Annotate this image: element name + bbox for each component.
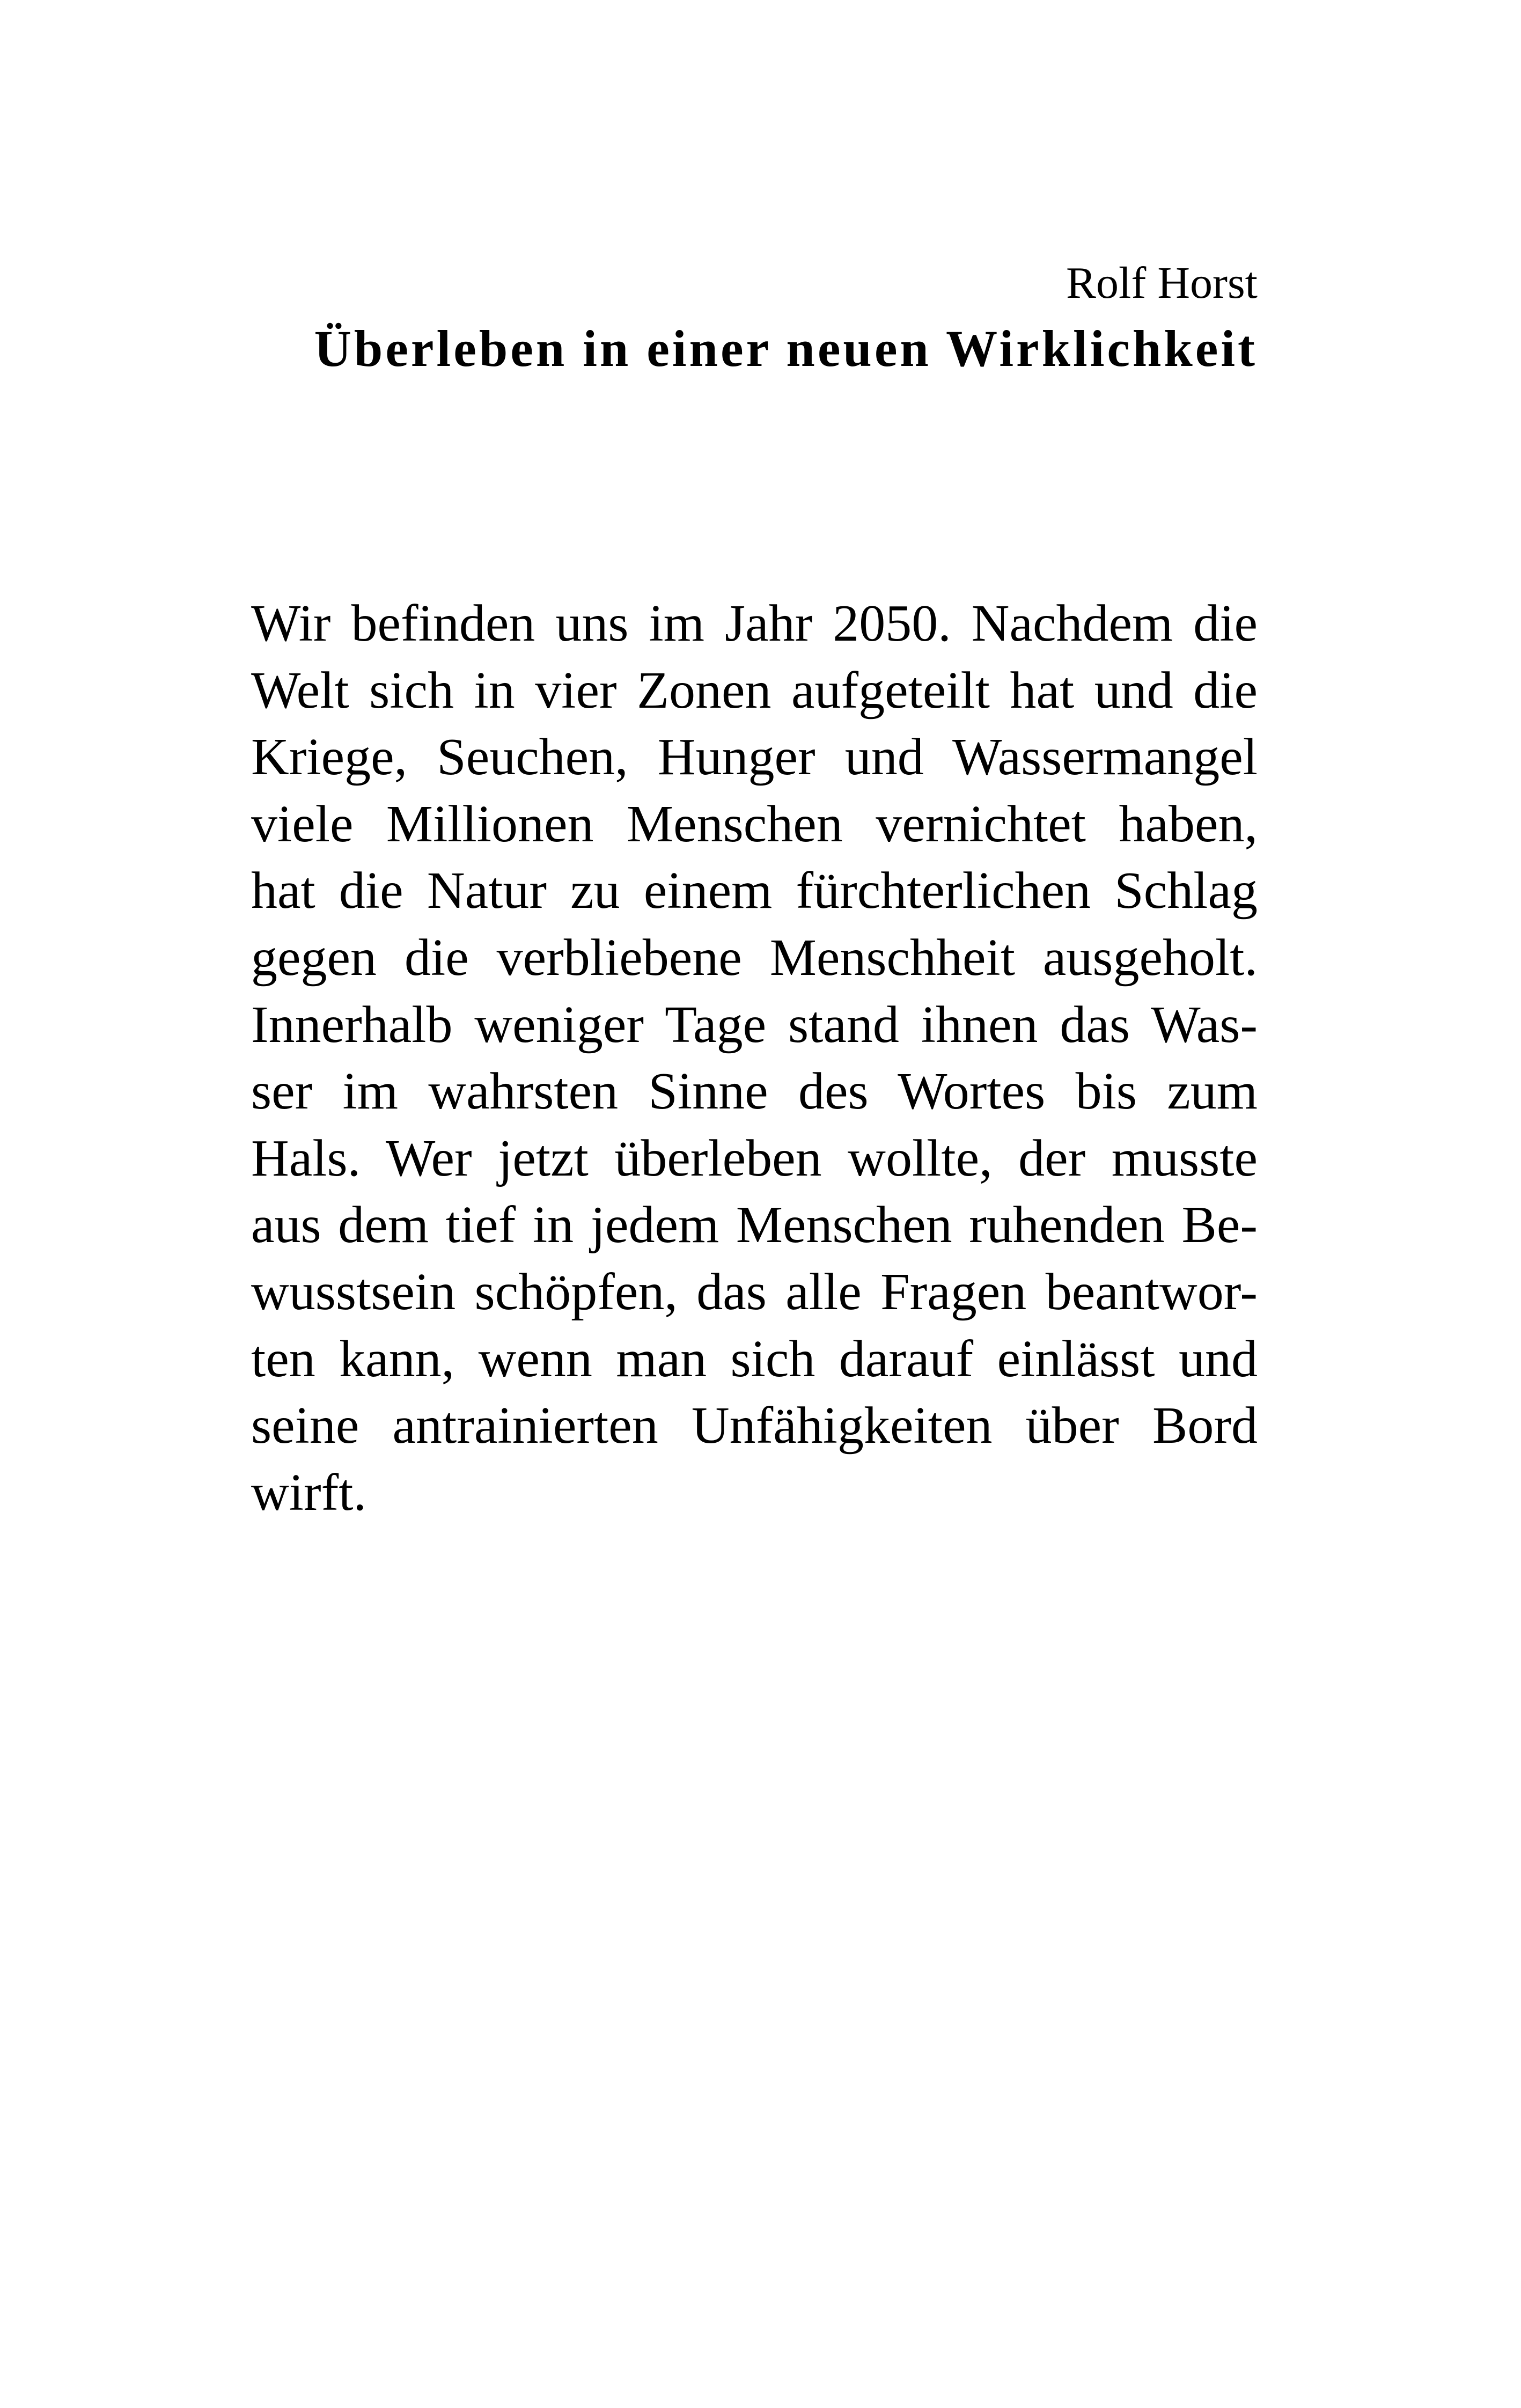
blurb-line: Innerhalb weniger Tage stand ihnen das Was- xyxy=(251,995,1258,1054)
blurb-line: seine antrainierten Unfähigkeiten über Bord xyxy=(251,1397,1258,1455)
blurb-line: wirft. xyxy=(251,1463,366,1522)
blurb-line: hat die Natur zu einem fürchterlichen Schlag xyxy=(251,862,1258,920)
blurb-line: Welt sich in vier Zonen aufgeteilt hat und die xyxy=(251,661,1258,720)
book-title: Überleben in einer neuen Wirklichkeit xyxy=(314,320,1258,377)
blurb-line: Hals. Wer jetzt überleben wollte, der musste xyxy=(251,1129,1258,1187)
blurb-line: aus dem tief in jedem Menschen ruhenden Be- xyxy=(251,1196,1258,1254)
blurb-line: wusstsein schöpfen, das alle Fragen beantwor- xyxy=(251,1262,1258,1321)
blurb-line: gegen die verbliebene Menschheit ausgeholt. xyxy=(251,928,1258,987)
blurb-line: ser im wahrsten Sinne des Wortes bis zum xyxy=(251,1062,1258,1121)
blurb-line: Wir befinden uns im Jahr 2050. Nachdem die xyxy=(251,594,1258,652)
blurb-line: Kriege, Seuchen, Hunger und Wassermangel xyxy=(251,728,1258,787)
blurb-line: viele Millionen Menschen vernichtet haben, xyxy=(251,795,1258,853)
blurb-paragraph xyxy=(251,590,1258,1526)
blurb-line: ten kann, wenn man sich darauf einlässt und xyxy=(251,1330,1258,1388)
author-name: Rolf Horst xyxy=(1066,258,1258,308)
